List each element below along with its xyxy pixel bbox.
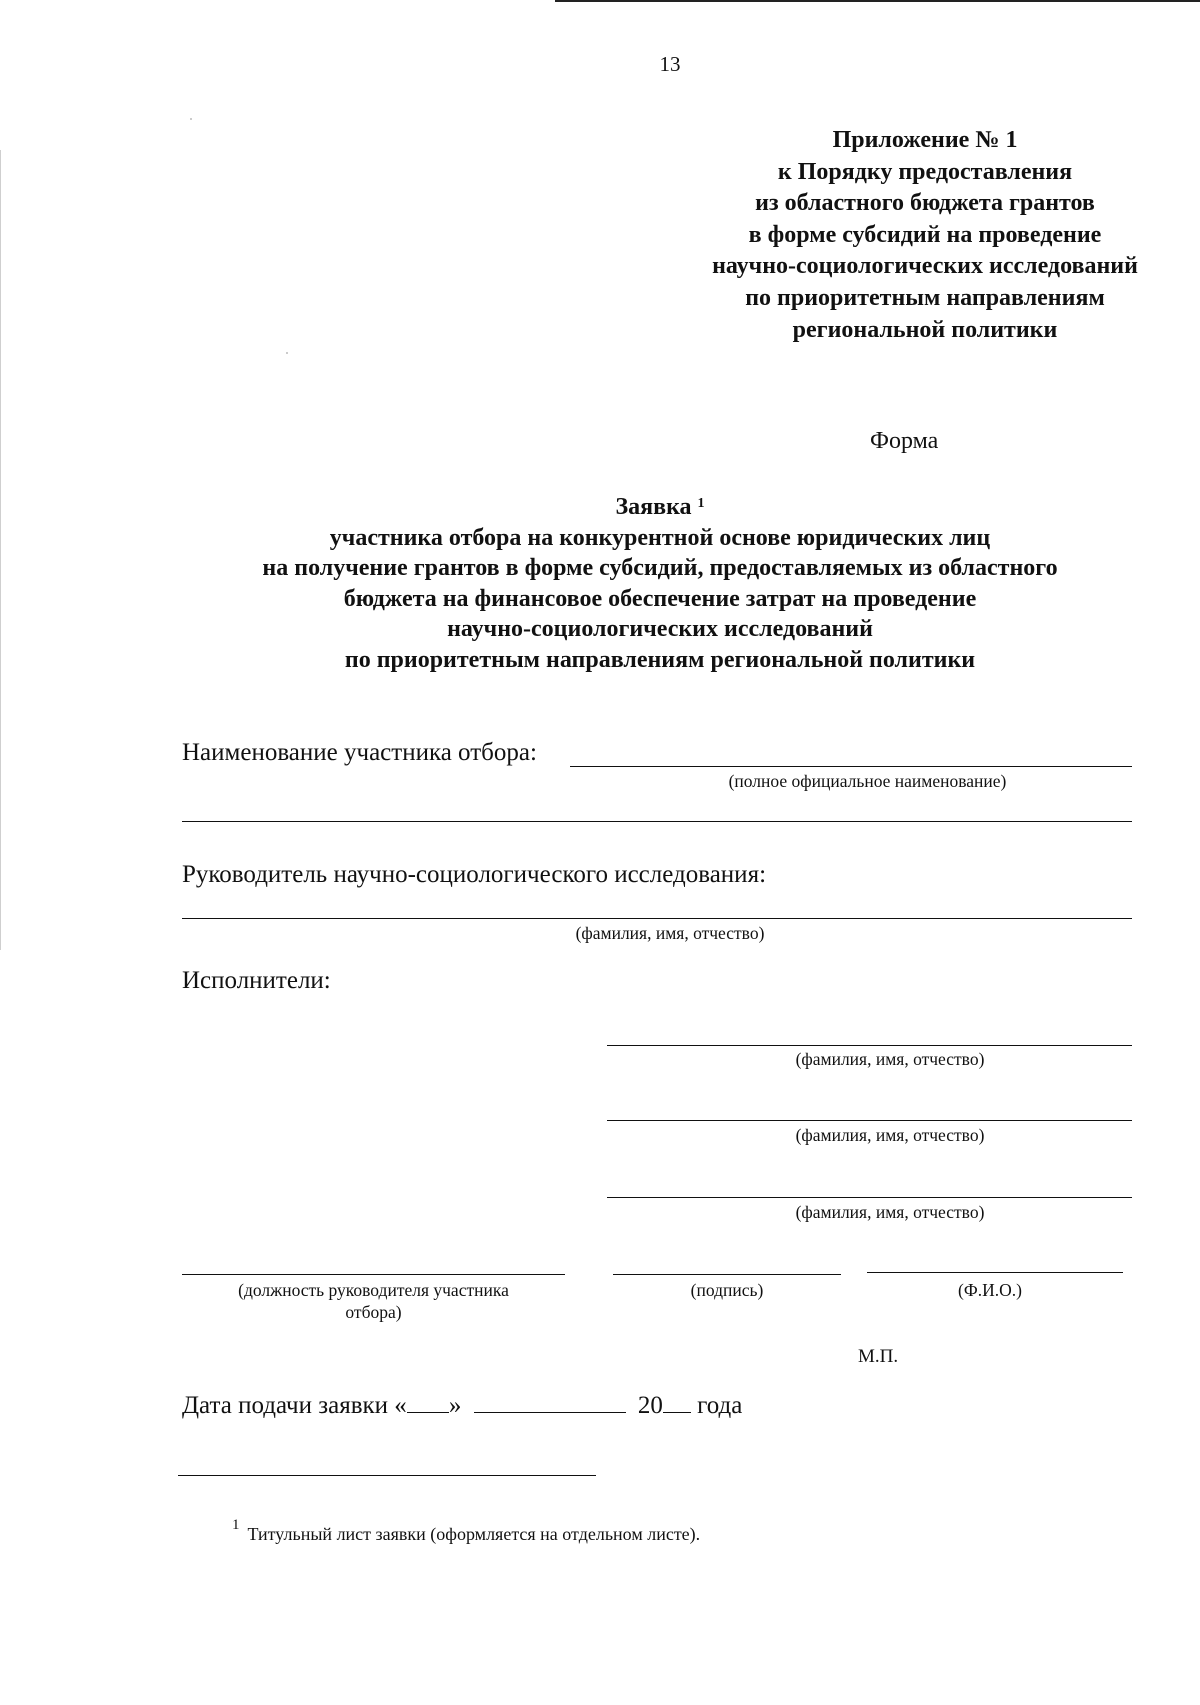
signature-caption: (подпись) [690,1280,764,1300]
appendix-header [655,125,1195,346]
footnote-mark: 1 [232,1517,240,1533]
executors-label: Исполнители: [182,967,331,994]
heading-title-row [140,492,1180,523]
position-field[interactable] [182,1274,565,1275]
participant-name-caption: (полное официальное наименование) [728,771,1007,791]
footnote-reference: 1 [697,496,705,511]
position-caption-line: (должность руководителя участника [238,1280,509,1300]
research-leader-label: Руководитель научно-социологического исследования: [182,861,767,888]
year-suffix: года [697,1392,743,1419]
appendix-line: Приложение № 1 [832,127,1018,153]
participant-name-field[interactable] [570,766,1132,767]
signature-field[interactable] [613,1274,841,1275]
scan-edge-top [555,0,1200,2]
form-label: Форма [870,428,939,454]
appendix-line: из областного бюджета грантов [755,190,1095,217]
research-leader-field[interactable] [182,918,1132,919]
year-prefix: 20 [637,1392,663,1419]
year-field[interactable] [663,1388,691,1413]
submission-date-row [182,1388,742,1420]
participant-name-field-continued[interactable] [182,821,1132,822]
appendix-line: к Порядку предоставления [777,158,1073,185]
heading-line: бюджета на финансовое обеспечение затрат на проведение [343,585,977,612]
executor-caption: (фамилия, имя, отчество) [795,1049,985,1069]
footnote-text: Титульный лист заявки (оформляется на отдельном листе). [247,1524,701,1544]
executor-field[interactable] [607,1045,1132,1046]
scan-speck [190,118,192,120]
executor-caption: (фамилия, имя, отчество) [795,1125,985,1145]
appendix-line: региональной политики [792,316,1058,343]
scan-speck [286,352,288,354]
scan-edge-left [0,150,1,950]
executor-field[interactable] [607,1120,1132,1121]
application-heading [140,492,1180,675]
executor-field[interactable] [607,1197,1132,1198]
date-close-quote: » [448,1392,462,1419]
seal-mark: М.П. [858,1346,899,1367]
appendix-line: в форме субсидий на проведение [748,221,1102,248]
position-caption [182,1279,565,1323]
participant-name-label: Наименование участника отбора: [182,739,537,766]
heading-line: участника отбора на конкурентной основе юридических лиц [329,524,991,551]
day-field[interactable] [407,1388,449,1413]
footnote [232,1517,701,1545]
footnote-separator [178,1475,596,1476]
heading-line: на получение грантов в форме субсидий, предоставляемых из областного [262,555,1058,581]
page-number: 13 [659,52,681,76]
date-prefix: Дата подачи заявки « [182,1392,407,1419]
research-leader-caption: (фамилия, имя, отчество) [575,923,765,943]
executor-caption: (фамилия, имя, отчество) [795,1202,985,1222]
appendix-line: по приоритетным направлениям [745,284,1105,311]
heading-line: научно-социологических исследований [447,616,873,642]
heading-line: по приоритетным направлениям региональной политики [344,646,976,673]
heading-title: Заявка [615,494,692,520]
position-caption-line: отбора) [345,1302,402,1322]
full-name-field[interactable] [867,1272,1123,1273]
full-name-caption: (Ф.И.О.) [958,1280,1022,1300]
month-field[interactable] [474,1388,626,1413]
appendix-line: научно-социологических исследований [712,253,1138,280]
